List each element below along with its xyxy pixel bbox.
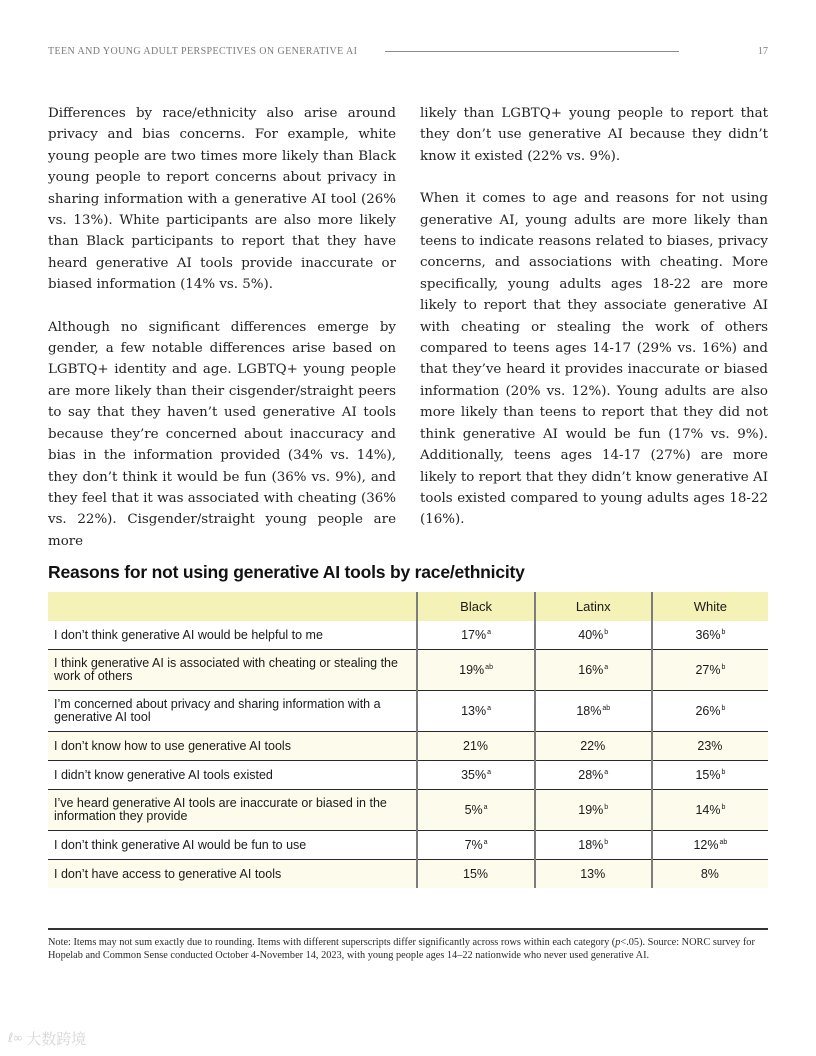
watermark-text: 大数跨境 <box>26 1030 87 1048</box>
table-footnote: Note: Items may not sum exactly due to rounding. Items with different superscripts differ significantly across rows within each category (p<.05). Source: NORC survey for Hopelab and Common Sense conducted October 4-November 14, 2023, with young people ages 14–22 nationwide who never used generative AI. <box>48 937 755 961</box>
cell-black: 21% <box>417 732 534 761</box>
table-title: Reasons for not using generative AI tools by race/ethnicity <box>48 562 525 582</box>
body-column-left <box>48 103 396 573</box>
table-header-row <box>48 592 768 621</box>
table-row <box>48 732 768 761</box>
cell-black: 19%$^{ab}$ <box>417 650 534 691</box>
column-header-white: White <box>652 592 768 621</box>
table-row <box>48 790 768 831</box>
table-row <box>48 691 768 732</box>
cell-white: 12%$^{ab}$ <box>652 831 768 860</box>
cell-latinx: 18%$^b$ <box>535 831 652 860</box>
cell-white: 14%$^b$ <box>652 790 768 831</box>
cell-black: 35%$^a$ <box>417 761 534 790</box>
cell-white: 23% <box>652 732 768 761</box>
cell-black: 17%$^a$ <box>417 621 534 650</box>
cell-black: 15% <box>417 860 534 889</box>
table-row <box>48 621 768 650</box>
cell-black: 13%$^a$ <box>417 691 534 732</box>
paragraph: Although no significant differences emerge by gender, a few notable differences arise based on LGBTQ+ identity and age. LGBTQ+ young people are more likely than their cisgender/straight peers to say that they haven’t used generative AI tools because they’re concerned about inaccuracy and bias in the information provided (34% vs. 14%), they don’t think it would be fun (36% vs. 9%), and they feel that it was associated with cheating (36% vs. 22%). Cisgender/straight young people are more <box>48 319 396 549</box>
paragraph: likely than LGBTQ+ young people to report that they don’t use generative AI because they didn’t know it existed (22% vs. 9%). <box>420 106 768 164</box>
cell-white: 26%$^b$ <box>652 691 768 732</box>
watermark-logo-icon: ℓ∞ <box>8 1031 23 1046</box>
watermark <box>8 1028 86 1049</box>
paragraph: Differences by race/ethnicity also arise around privacy and bias concerns. For example, white young people are two times more likely than Black young people to report concerns about privacy in sharing information with a generative AI tool (26% vs. 13%). White participants are also more likely than Black participants to report that they have heard generative AI tools provide inaccurate or biased information (14% vs. 5%). <box>48 106 396 293</box>
cell-white: 8% <box>652 860 768 889</box>
column-header-latinx: Latinx <box>535 592 652 621</box>
row-label: I’m concerned about privacy and sharing information with a generative AI tool <box>48 691 417 732</box>
table-row <box>48 860 768 889</box>
reasons-table <box>48 592 768 888</box>
running-header-title: TEEN AND YOUNG ADULT PERSPECTIVES ON GENERATIVE AI <box>48 45 358 57</box>
row-label: I don’t think generative AI would be fun to use <box>48 831 417 860</box>
cell-latinx: 40%$^b$ <box>535 621 652 650</box>
cell-latinx: 18%$^{ab}$ <box>535 691 652 732</box>
cell-black: 5%$^a$ <box>417 790 534 831</box>
cell-white: 15%$^b$ <box>652 761 768 790</box>
running-header <box>48 41 770 61</box>
page-number: 17 <box>758 45 768 57</box>
cell-latinx: 22% <box>535 732 652 761</box>
cell-latinx: 19%$^b$ <box>535 790 652 831</box>
note-divider <box>48 928 768 930</box>
cell-white: 27%$^b$ <box>652 650 768 691</box>
row-label: I’ve heard generative AI tools are inaccurate or biased in the information they provide <box>48 790 417 831</box>
cell-black: 7%$^a$ <box>417 831 534 860</box>
row-label: I don’t have access to generative AI tools <box>48 860 417 889</box>
row-label: I didn’t know generative AI tools existed <box>48 761 417 790</box>
table-row <box>48 831 768 860</box>
column-header-reason <box>48 592 417 621</box>
cell-latinx: 16%$^a$ <box>535 650 652 691</box>
table-row <box>48 761 768 790</box>
row-label: I think generative AI is associated with cheating or stealing the work of others <box>48 650 417 691</box>
column-header-black: Black <box>417 592 534 621</box>
header-divider <box>385 51 679 52</box>
row-label: I don’t know how to use generative AI tools <box>48 732 417 761</box>
cell-white: 36%$^b$ <box>652 621 768 650</box>
table-row <box>48 650 768 691</box>
row-label: I don’t think generative AI would be helpful to me <box>48 621 417 650</box>
cell-latinx: 28%$^a$ <box>535 761 652 790</box>
cell-latinx: 13% <box>535 860 652 889</box>
paragraph: When it comes to age and reasons for not using generative AI, young adults are more likely than teens to indicate reasons related to biases, privacy concerns, and associations with cheating. More specifically, young adults ages 18-22 are more likely to report that they associate generative AI with cheating or stealing the work of others compared to teens ages 14-17 (29% vs. 16%) and that they’ve heard it provides inaccurate or biased information (20% vs. 12%). Young adults are also more likely than teens to report that they did not think generative AI would be fun (17% vs. 9%). Additionally, teens ages 14-17 (27%) are more likely to report that they didn’t know generative AI tools existed compared to young adults ages 18-22 (16%). <box>420 191 768 528</box>
body-column-right <box>420 103 768 552</box>
